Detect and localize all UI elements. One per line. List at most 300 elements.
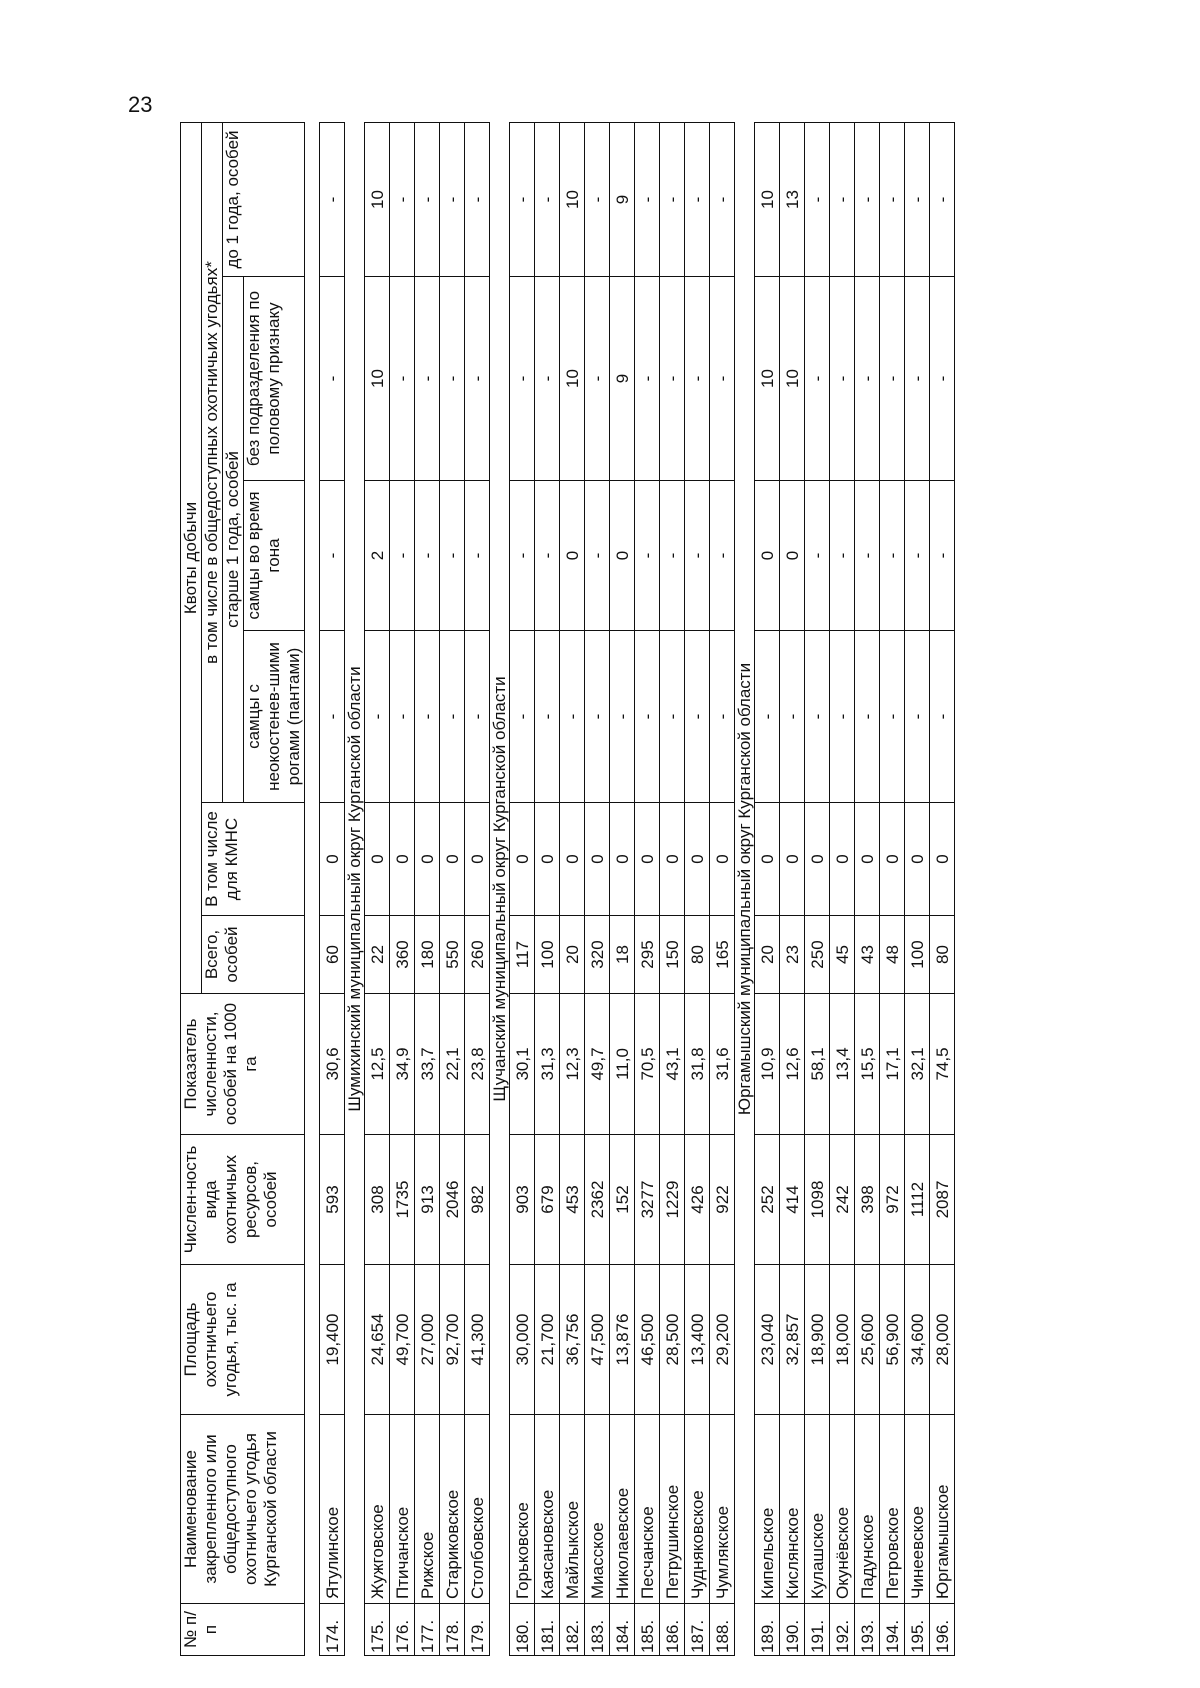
- antlers: -: [710, 631, 735, 803]
- density: 12,3: [560, 994, 585, 1135]
- antlers: -: [585, 631, 610, 803]
- row-number: 177.: [415, 1604, 440, 1656]
- header-public-lands: в том числе в общедоступных охотничьих угодьях*: [202, 122, 223, 802]
- kmns: 0: [830, 803, 855, 916]
- row-number: 175.: [365, 1604, 390, 1656]
- kmns: 0: [805, 803, 830, 916]
- population: 152: [610, 1135, 635, 1265]
- table-row: [855, 122, 880, 1655]
- antlers: -: [830, 631, 855, 803]
- density: 12,5: [365, 994, 390, 1135]
- under-1yr: -: [855, 122, 880, 276]
- under-1yr: -: [535, 122, 560, 276]
- district-row: [735, 122, 755, 1655]
- area-size: 46,500: [635, 1265, 660, 1415]
- total: 295: [635, 916, 660, 994]
- total: 180: [415, 916, 440, 994]
- total: 18: [610, 916, 635, 994]
- total: 165: [710, 916, 735, 994]
- kmns: 0: [535, 803, 560, 916]
- no-sex: -: [415, 277, 440, 481]
- kmns: 0: [780, 803, 805, 916]
- rut: -: [660, 481, 685, 631]
- rut: 0: [610, 481, 635, 631]
- density: 30,1: [510, 994, 535, 1135]
- kmns: 0: [320, 803, 345, 916]
- row-number: 195.: [905, 1604, 930, 1656]
- antlers: -: [905, 631, 930, 803]
- rut: -: [320, 481, 345, 631]
- area-size: 41,300: [465, 1265, 490, 1415]
- area-name: Падунское: [855, 1415, 880, 1604]
- antlers: -: [685, 631, 710, 803]
- total: 20: [560, 916, 585, 994]
- under-1yr: 9: [610, 122, 635, 276]
- table-row: [365, 122, 390, 1655]
- under-1yr: -: [585, 122, 610, 276]
- kmns: 0: [585, 803, 610, 916]
- row-number: 181.: [535, 1604, 560, 1656]
- area-size: 32,857: [780, 1265, 805, 1415]
- population: 414: [780, 1135, 805, 1265]
- row-number: 189.: [755, 1604, 780, 1656]
- area-name: Майлыкское: [560, 1415, 585, 1604]
- density: 31,6: [710, 994, 735, 1135]
- kmns: 0: [755, 803, 780, 916]
- antlers: -: [365, 631, 390, 803]
- row-number: 174.: [320, 1604, 345, 1656]
- population: 1735: [390, 1135, 415, 1265]
- density: 74,5: [930, 994, 955, 1135]
- density: 31,8: [685, 994, 710, 1135]
- rut: 2: [365, 481, 390, 631]
- no-sex: -: [535, 277, 560, 481]
- area-name: Чинеевское: [905, 1415, 930, 1604]
- area-name: Стариковское: [440, 1415, 465, 1604]
- area-name: Горьковское: [510, 1415, 535, 1604]
- header-density: Показатель численности, особей на 1000 га: [181, 994, 305, 1135]
- area-name: Петровское: [880, 1415, 905, 1604]
- under-1yr: -: [465, 122, 490, 276]
- population: 2087: [930, 1135, 955, 1265]
- total: 22: [365, 916, 390, 994]
- under-1yr: -: [660, 122, 685, 276]
- rut: -: [710, 481, 735, 631]
- spacer-row: [305, 122, 320, 1655]
- area-size: 23,040: [755, 1265, 780, 1415]
- kmns: 0: [855, 803, 880, 916]
- area-size: 19,400: [320, 1265, 345, 1415]
- header-under-1yr: до 1 года, особей: [223, 122, 305, 276]
- table-row: [710, 122, 735, 1655]
- table-row: [780, 122, 805, 1655]
- under-1yr: 10: [365, 122, 390, 276]
- district-row: [345, 122, 365, 1655]
- area-name: Птичанское: [390, 1415, 415, 1604]
- total: 60: [320, 916, 345, 994]
- no-sex: -: [510, 277, 535, 481]
- antlers: -: [510, 631, 535, 803]
- antlers: -: [465, 631, 490, 803]
- row-number: 178.: [440, 1604, 465, 1656]
- population: 242: [830, 1135, 855, 1265]
- total: 100: [535, 916, 560, 994]
- population: 593: [320, 1135, 345, 1265]
- kmns: 0: [560, 803, 585, 916]
- total: 20: [755, 916, 780, 994]
- table-row: [755, 122, 780, 1655]
- total: 43: [855, 916, 880, 994]
- total: 117: [510, 916, 535, 994]
- row-number: 193.: [855, 1604, 880, 1656]
- row-number: 196.: [930, 1604, 955, 1656]
- density: 17,1: [880, 994, 905, 1135]
- no-sex: 10: [755, 277, 780, 481]
- area-name: Столбовское: [465, 1415, 490, 1604]
- antlers: -: [780, 631, 805, 803]
- table-row: [805, 122, 830, 1655]
- rut: -: [440, 481, 465, 631]
- rut: -: [905, 481, 930, 631]
- rut: -: [535, 481, 560, 631]
- density: 33,7: [415, 994, 440, 1135]
- table-row: [535, 122, 560, 1655]
- area-name: Чумлякское: [710, 1415, 735, 1604]
- header-quotas: Квоты добычи: [181, 122, 202, 993]
- no-sex: -: [930, 277, 955, 481]
- header-kmns: В том числе для КМНС: [202, 803, 305, 916]
- total: 23: [780, 916, 805, 994]
- density: 30,6: [320, 994, 345, 1135]
- table-header: [181, 122, 305, 1655]
- no-sex: -: [685, 277, 710, 481]
- density: 15,5: [855, 994, 880, 1135]
- kmns: 0: [610, 803, 635, 916]
- spacer-cell: [305, 122, 320, 1655]
- rut: -: [830, 481, 855, 631]
- population: 913: [415, 1135, 440, 1265]
- row-number: 183.: [585, 1604, 610, 1656]
- no-sex: -: [830, 277, 855, 481]
- area-size: 13,400: [685, 1265, 710, 1415]
- area-size: 27,000: [415, 1265, 440, 1415]
- antlers: -: [805, 631, 830, 803]
- population: 1229: [660, 1135, 685, 1265]
- population: 972: [880, 1135, 905, 1265]
- area-size: 24,654: [365, 1265, 390, 1415]
- under-1yr: 13: [780, 122, 805, 276]
- under-1yr: 10: [755, 122, 780, 276]
- kmns: 0: [660, 803, 685, 916]
- rut: 0: [755, 481, 780, 631]
- area-name: Рижское: [415, 1415, 440, 1604]
- table-row: [905, 122, 930, 1655]
- population: 398: [855, 1135, 880, 1265]
- area-size: 49,700: [390, 1265, 415, 1415]
- rut: -: [805, 481, 830, 631]
- page-number: 23: [128, 92, 153, 117]
- table-row: [440, 122, 465, 1655]
- row-number: 179.: [465, 1604, 490, 1656]
- area-name: Петрушинское: [660, 1415, 685, 1604]
- no-sex: -: [320, 277, 345, 481]
- kmns: 0: [685, 803, 710, 916]
- antlers: -: [930, 631, 955, 803]
- header-name: Наименование закрепленного или общедоступного охотничьего угодья Курганской области: [181, 1415, 305, 1604]
- density: 58,1: [805, 994, 830, 1135]
- population: 922: [710, 1135, 735, 1265]
- no-sex: -: [465, 277, 490, 481]
- density: 49,7: [585, 994, 610, 1135]
- area-size: 21,700: [535, 1265, 560, 1415]
- rut: -: [880, 481, 905, 631]
- population: 252: [755, 1135, 780, 1265]
- antlers: -: [535, 631, 560, 803]
- row-number: 180.: [510, 1604, 535, 1656]
- antlers: -: [440, 631, 465, 803]
- population: 2362: [585, 1135, 610, 1265]
- under-1yr: -: [930, 122, 955, 276]
- kmns: 0: [880, 803, 905, 916]
- table-row: [610, 122, 635, 1655]
- density: 70,5: [635, 994, 660, 1135]
- area-name: Чудняковское: [685, 1415, 710, 1604]
- rut: -: [585, 481, 610, 631]
- population: 2046: [440, 1135, 465, 1265]
- total: 48: [880, 916, 905, 994]
- header-older-1yr: старше 1 года, особей: [223, 277, 244, 803]
- no-sex: -: [660, 277, 685, 481]
- area-size: 25,600: [855, 1265, 880, 1415]
- total: 550: [440, 916, 465, 994]
- rut: 0: [780, 481, 805, 631]
- under-1yr: -: [880, 122, 905, 276]
- under-1yr: 10: [560, 122, 585, 276]
- area-size: 18,900: [805, 1265, 830, 1415]
- no-sex: -: [440, 277, 465, 481]
- antlers: -: [880, 631, 905, 803]
- table-row: [635, 122, 660, 1655]
- table-body: [305, 122, 955, 1655]
- density: 43,1: [660, 994, 685, 1135]
- row-number: 188.: [710, 1604, 735, 1656]
- rut: -: [415, 481, 440, 631]
- area-name: Каясановское: [535, 1415, 560, 1604]
- area-size: 28,000: [930, 1265, 955, 1415]
- area-size: 56,900: [880, 1265, 905, 1415]
- header-antlers: самцы с неокостенев-шими рогами (пантами): [244, 631, 305, 803]
- no-sex: -: [880, 277, 905, 481]
- total: 320: [585, 916, 610, 994]
- under-1yr: -: [830, 122, 855, 276]
- population: 903: [510, 1135, 535, 1265]
- table-row: [660, 122, 685, 1655]
- district-row: [490, 122, 510, 1655]
- antlers: -: [635, 631, 660, 803]
- area-name: Ятулинское: [320, 1415, 345, 1604]
- area-size: 30,000: [510, 1265, 535, 1415]
- density: 34,9: [390, 994, 415, 1135]
- table-row: [510, 122, 535, 1655]
- row-number: 186.: [660, 1604, 685, 1656]
- no-sex: -: [710, 277, 735, 481]
- under-1yr: -: [710, 122, 735, 276]
- no-sex: 10: [365, 277, 390, 481]
- no-sex: -: [805, 277, 830, 481]
- density: 12,6: [780, 994, 805, 1135]
- kmns: 0: [930, 803, 955, 916]
- area-size: 13,876: [610, 1265, 635, 1415]
- population: 1112: [905, 1135, 930, 1265]
- under-1yr: -: [805, 122, 830, 276]
- table-row: [585, 122, 610, 1655]
- antlers: -: [610, 631, 635, 803]
- district-title: Шумихинский муниципальный округ Курганской области: [345, 122, 365, 1655]
- density: 31,3: [535, 994, 560, 1135]
- row-number: 194.: [880, 1604, 905, 1656]
- row-number: 176.: [390, 1604, 415, 1656]
- table-row: [390, 122, 415, 1655]
- rut: -: [930, 481, 955, 631]
- row-number: 184.: [610, 1604, 635, 1656]
- no-sex: 10: [780, 277, 805, 481]
- rut: -: [390, 481, 415, 631]
- row-number: 192.: [830, 1604, 855, 1656]
- hunting-quota-table: [180, 122, 955, 1656]
- table-row: [830, 122, 855, 1655]
- no-sex: -: [635, 277, 660, 481]
- header-total: Всего, особей: [202, 916, 305, 994]
- antlers: -: [755, 631, 780, 803]
- area-name: Кулашское: [805, 1415, 830, 1604]
- area-size: 92,700: [440, 1265, 465, 1415]
- header-area: Площадь охотничьего угодья, тыс. га: [181, 1265, 305, 1415]
- density: 10,9: [755, 994, 780, 1135]
- area-name: Жужговское: [365, 1415, 390, 1604]
- header-population: Числен-ность вида охотничьих ресурсов, особей: [181, 1135, 305, 1265]
- population: 453: [560, 1135, 585, 1265]
- kmns: 0: [510, 803, 535, 916]
- area-size: 28,500: [660, 1265, 685, 1415]
- area-name: Юргамышское: [930, 1415, 955, 1604]
- population: 308: [365, 1135, 390, 1265]
- under-1yr: -: [320, 122, 345, 276]
- total: 150: [660, 916, 685, 994]
- under-1yr: -: [685, 122, 710, 276]
- rut: -: [465, 481, 490, 631]
- row-number: 191.: [805, 1604, 830, 1656]
- rut: -: [685, 481, 710, 631]
- kmns: 0: [465, 803, 490, 916]
- area-size: 18,000: [830, 1265, 855, 1415]
- population: 679: [535, 1135, 560, 1265]
- kmns: 0: [635, 803, 660, 916]
- population: 1098: [805, 1135, 830, 1265]
- total: 260: [465, 916, 490, 994]
- row-number: 187.: [685, 1604, 710, 1656]
- rut: 0: [560, 481, 585, 631]
- header-no: № п/п: [181, 1604, 305, 1656]
- area-size: 36,756: [560, 1265, 585, 1415]
- total: 80: [685, 916, 710, 994]
- rut: -: [510, 481, 535, 631]
- row-number: 185.: [635, 1604, 660, 1656]
- area-size: 34,600: [905, 1265, 930, 1415]
- antlers: -: [415, 631, 440, 803]
- table-row: [880, 122, 905, 1655]
- under-1yr: -: [415, 122, 440, 276]
- table-row: [685, 122, 710, 1655]
- under-1yr: -: [440, 122, 465, 276]
- row-number: 190.: [780, 1604, 805, 1656]
- area-size: 29,200: [710, 1265, 735, 1415]
- density: 23,8: [465, 994, 490, 1135]
- no-sex: -: [855, 277, 880, 481]
- table-row: [320, 122, 345, 1655]
- no-sex: -: [905, 277, 930, 481]
- table-row: [560, 122, 585, 1655]
- under-1yr: -: [905, 122, 930, 276]
- table-row: [415, 122, 440, 1655]
- area-size: 47,500: [585, 1265, 610, 1415]
- density: 22,1: [440, 994, 465, 1135]
- total: 250: [805, 916, 830, 994]
- kmns: 0: [415, 803, 440, 916]
- population: 982: [465, 1135, 490, 1265]
- under-1yr: -: [510, 122, 535, 276]
- district-title: Щучанский муниципальный округ Курганской области: [490, 122, 510, 1655]
- antlers: -: [320, 631, 345, 803]
- kmns: 0: [440, 803, 465, 916]
- kmns: 0: [905, 803, 930, 916]
- header-rut: самцы во время гона: [244, 481, 305, 631]
- antlers: -: [560, 631, 585, 803]
- kmns: 0: [710, 803, 735, 916]
- area-name: Кипельское: [755, 1415, 780, 1604]
- area-name: Окунёвское: [830, 1415, 855, 1604]
- density: 11,0: [610, 994, 635, 1135]
- antlers: -: [660, 631, 685, 803]
- population: 426: [685, 1135, 710, 1265]
- population: 3277: [635, 1135, 660, 1265]
- kmns: 0: [390, 803, 415, 916]
- under-1yr: -: [635, 122, 660, 276]
- rotated-table-container: [180, 123, 1020, 1656]
- kmns: 0: [365, 803, 390, 916]
- total: 100: [905, 916, 930, 994]
- antlers: -: [855, 631, 880, 803]
- table-row: [930, 122, 955, 1655]
- area-name: Николаевское: [610, 1415, 635, 1604]
- area-name: Песчанское: [635, 1415, 660, 1604]
- no-sex: -: [585, 277, 610, 481]
- total: 45: [830, 916, 855, 994]
- row-number: 182.: [560, 1604, 585, 1656]
- header-no-sex: без подразделения по половому признаку: [244, 277, 305, 481]
- area-name: Миасское: [585, 1415, 610, 1604]
- density: 32,1: [905, 994, 930, 1135]
- under-1yr: -: [390, 122, 415, 276]
- total: 80: [930, 916, 955, 994]
- density: 13,4: [830, 994, 855, 1135]
- table-row: [465, 122, 490, 1655]
- rut: -: [855, 481, 880, 631]
- no-sex: -: [390, 277, 415, 481]
- total: 360: [390, 916, 415, 994]
- rut: -: [635, 481, 660, 631]
- area-name: Кислянское: [780, 1415, 805, 1604]
- antlers: -: [390, 631, 415, 803]
